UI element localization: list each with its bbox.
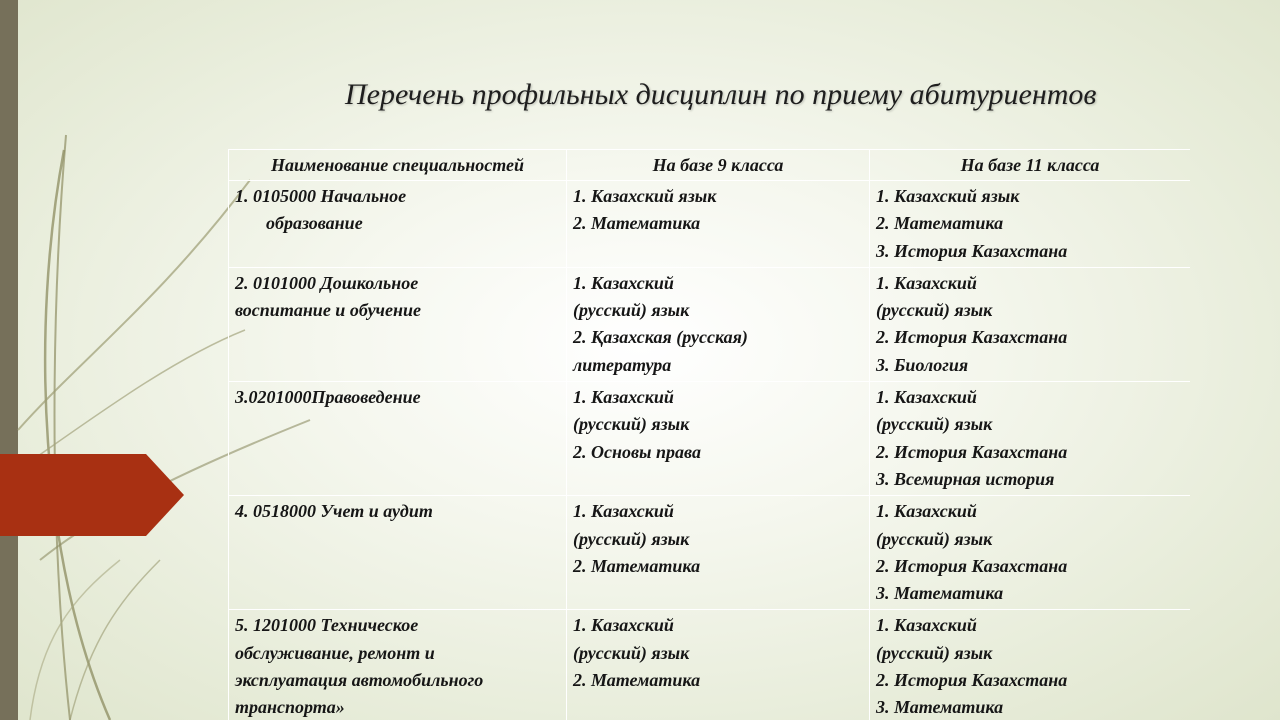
cell-line: 1. Казахский [573, 272, 674, 293]
cell-line: 4. 0518000 Учет и аудит [235, 501, 433, 522]
cell-line: 2. История Казахстана [876, 441, 1068, 462]
grade-11-cell [870, 610, 1191, 720]
cell-line: 2. История Казахстана [876, 670, 1068, 691]
cell-line: (русский) язык [573, 414, 690, 435]
cell-line: 1. Казахский язык [573, 186, 717, 206]
table-row [229, 181, 1191, 268]
grade-11-cell [870, 267, 1191, 381]
cell-line: 2. Математика [573, 670, 701, 691]
table-row [229, 382, 1191, 496]
cell-line: транспорта» [235, 697, 345, 718]
header-specialties: Наименование специальностей [229, 150, 567, 181]
cell-line: (русский) язык [573, 300, 690, 321]
cell-line: 1. Казахский [573, 387, 674, 408]
cell-line: 3. Математика [876, 583, 1004, 604]
cell-line: 1. Казахский [573, 501, 674, 522]
cell-line: 3. Математика [876, 697, 1004, 718]
grade-9-cell [567, 181, 870, 268]
cell-line: 1. 0105000 Начальное [235, 186, 407, 206]
table-header-row [229, 150, 1191, 181]
cell-line: литература [573, 354, 672, 375]
page-title: Перечень профильных дисциплин по приему абитуриентов [345, 78, 1097, 111]
cell-line: воспитание и обучение [235, 300, 421, 321]
cell-line: 3. История Казахстана [876, 240, 1068, 261]
disciplines-table-container [228, 149, 1190, 720]
cell-line: 1. Казахский язык [876, 186, 1020, 206]
cell-line: 2. Математика [573, 213, 701, 234]
grade-11-cell [870, 181, 1191, 268]
grade-9-cell [567, 610, 870, 720]
cell-line: 3.0201000Правоведение [235, 387, 421, 408]
table-row [229, 496, 1191, 610]
cell-line: 1. Казахский [876, 615, 977, 636]
cell-line: (русский) язык [876, 528, 993, 549]
cell-line: (русский) язык [876, 300, 993, 321]
specialty-cell [229, 382, 567, 496]
cell-line: (русский) язык [876, 414, 993, 435]
grade-9-cell [567, 382, 870, 496]
cell-line: 5. 1201000 Техническое [235, 615, 419, 636]
specialty-cell [229, 267, 567, 381]
cell-line: 2. Математика [573, 555, 701, 576]
cell-line: (русский) язык [573, 642, 690, 663]
red-arrow-tab [0, 454, 184, 536]
cell-line: 3. Всемирная история [876, 468, 1055, 489]
cell-line: 1. Казахский [876, 272, 977, 293]
grade-9-cell [567, 267, 870, 381]
cell-line: эксплуатация автомобильного [235, 670, 484, 691]
cell-line: 1. Казахский [573, 615, 674, 636]
cell-line: обслуживание, ремонт и [235, 642, 435, 663]
cell-line: 2. 0101000 Дошкольное [235, 272, 419, 293]
cell-line: 2. История Казахстана [876, 327, 1068, 348]
cell-line: 3. Биология [876, 354, 969, 375]
specialty-cell [229, 610, 567, 720]
specialty-cell [229, 181, 567, 268]
table-row [229, 267, 1191, 381]
cell-line: 2. Қазахская (русская) [573, 327, 748, 348]
disciplines-table [228, 149, 1190, 720]
grade-9-cell [567, 496, 870, 610]
table-row [229, 610, 1191, 720]
header-grade-11: На базе 11 класса [870, 150, 1191, 181]
cell-line: 2. История Казахстана [876, 555, 1068, 576]
cell-line: 2. Основы права [573, 441, 701, 462]
cell-line: 2. Математика [876, 213, 1004, 234]
cell-line: 1. Казахский [876, 387, 977, 408]
grade-11-cell [870, 382, 1191, 496]
cell-line: (русский) язык [573, 528, 690, 549]
grade-11-cell [870, 496, 1191, 610]
specialty-cell [229, 496, 567, 610]
header-grade-9: На базе 9 класса [567, 150, 870, 181]
cell-line: образование [266, 213, 363, 234]
cell-line: (русский) язык [876, 642, 993, 663]
cell-line: 1. Казахский [876, 501, 977, 522]
